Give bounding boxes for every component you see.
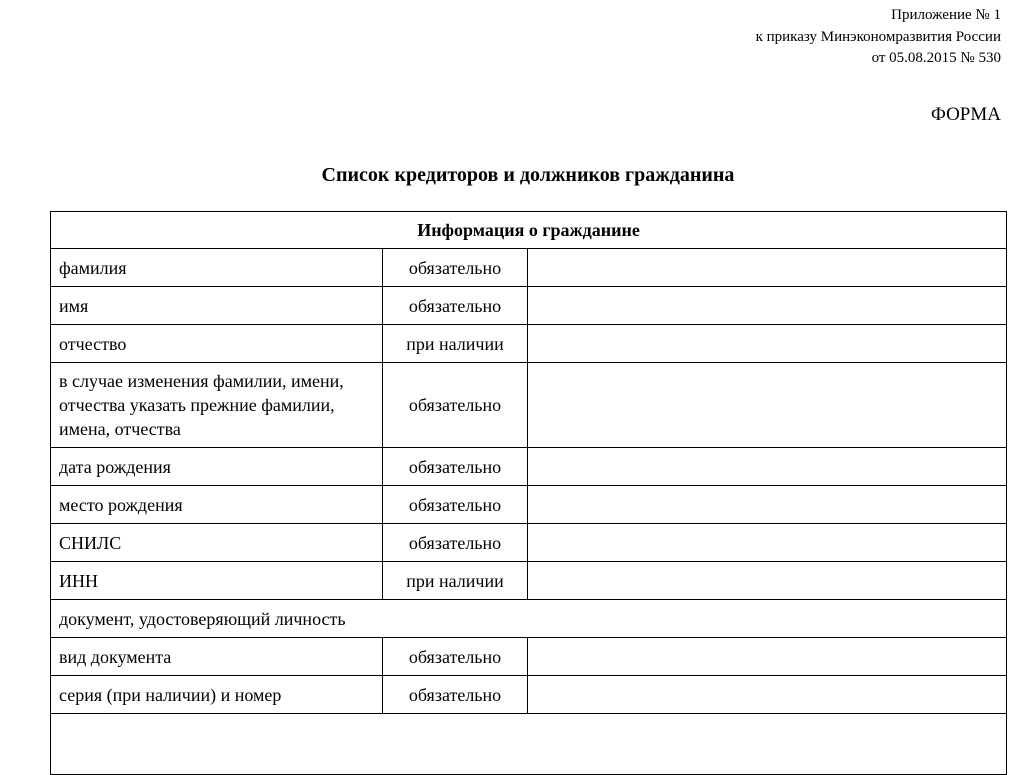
field-label: отчество: [51, 325, 383, 363]
appendix-header: [756, 5, 1001, 70]
field-value-cell[interactable]: [528, 287, 1007, 325]
table-row: [51, 363, 1007, 448]
group-label: документ, удостоверяющий личность: [51, 600, 1007, 638]
citizen-info-table: [50, 211, 1007, 775]
field-label: дата рождения: [51, 448, 383, 486]
field-label: фамилия: [51, 249, 383, 287]
field-label: серия (при наличии) и номер: [51, 676, 383, 714]
section-title: Информация о гражданине: [51, 212, 1007, 249]
appendix-number: Приложение № 1: [891, 7, 1001, 23]
table-row: [51, 249, 1007, 287]
field-requirement: при наличии: [383, 562, 528, 600]
order-reference: к приказу Минэкономразвития России: [755, 28, 1001, 45]
field-label: СНИЛС: [51, 524, 383, 562]
field-value-cell[interactable]: [528, 486, 1007, 524]
field-label: в случае изменения фамилии, имени, отчества указать прежние фамилии, имена, отчества: [51, 363, 383, 448]
field-requirement: обязательно: [383, 249, 528, 287]
field-requirement: обязательно: [383, 448, 528, 486]
field-value-cell[interactable]: [528, 524, 1007, 562]
field-value-cell[interactable]: [528, 325, 1007, 363]
field-label: ИНН: [51, 562, 383, 600]
table-row-group-header: [51, 600, 1007, 638]
table-row: [51, 448, 1007, 486]
field-value-cell[interactable]: [528, 249, 1007, 287]
form-label: ФОРМА: [930, 104, 1001, 125]
field-requirement: обязательно: [383, 363, 528, 448]
table-section-header: [51, 212, 1007, 249]
field-label: вид документа: [51, 638, 383, 676]
table-row: [51, 287, 1007, 325]
field-value-cell[interactable]: [528, 363, 1007, 448]
field-label: имя: [51, 287, 383, 325]
field-value-cell[interactable]: [528, 448, 1007, 486]
table-row: [51, 325, 1007, 363]
field-requirement: обязательно: [383, 486, 528, 524]
table-row: [51, 524, 1007, 562]
table-row: [51, 676, 1007, 714]
field-label: место рождения: [51, 486, 383, 524]
field-requirement: обязательно: [383, 676, 528, 714]
field-requirement: обязательно: [383, 524, 528, 562]
field-value-cell[interactable]: [528, 638, 1007, 676]
table-row: [51, 638, 1007, 676]
table-row: [51, 562, 1007, 600]
field-requirement: обязательно: [383, 638, 528, 676]
field-requirement: обязательно: [383, 287, 528, 325]
order-date: от 05.08.2015 № 530: [871, 50, 1001, 66]
table-row: [51, 486, 1007, 524]
document-title: Список кредиторов и должников гражданина: [321, 164, 735, 186]
field-requirement: при наличии: [383, 325, 528, 363]
field-value-cell[interactable]: [528, 676, 1007, 714]
field-value-cell[interactable]: [528, 562, 1007, 600]
